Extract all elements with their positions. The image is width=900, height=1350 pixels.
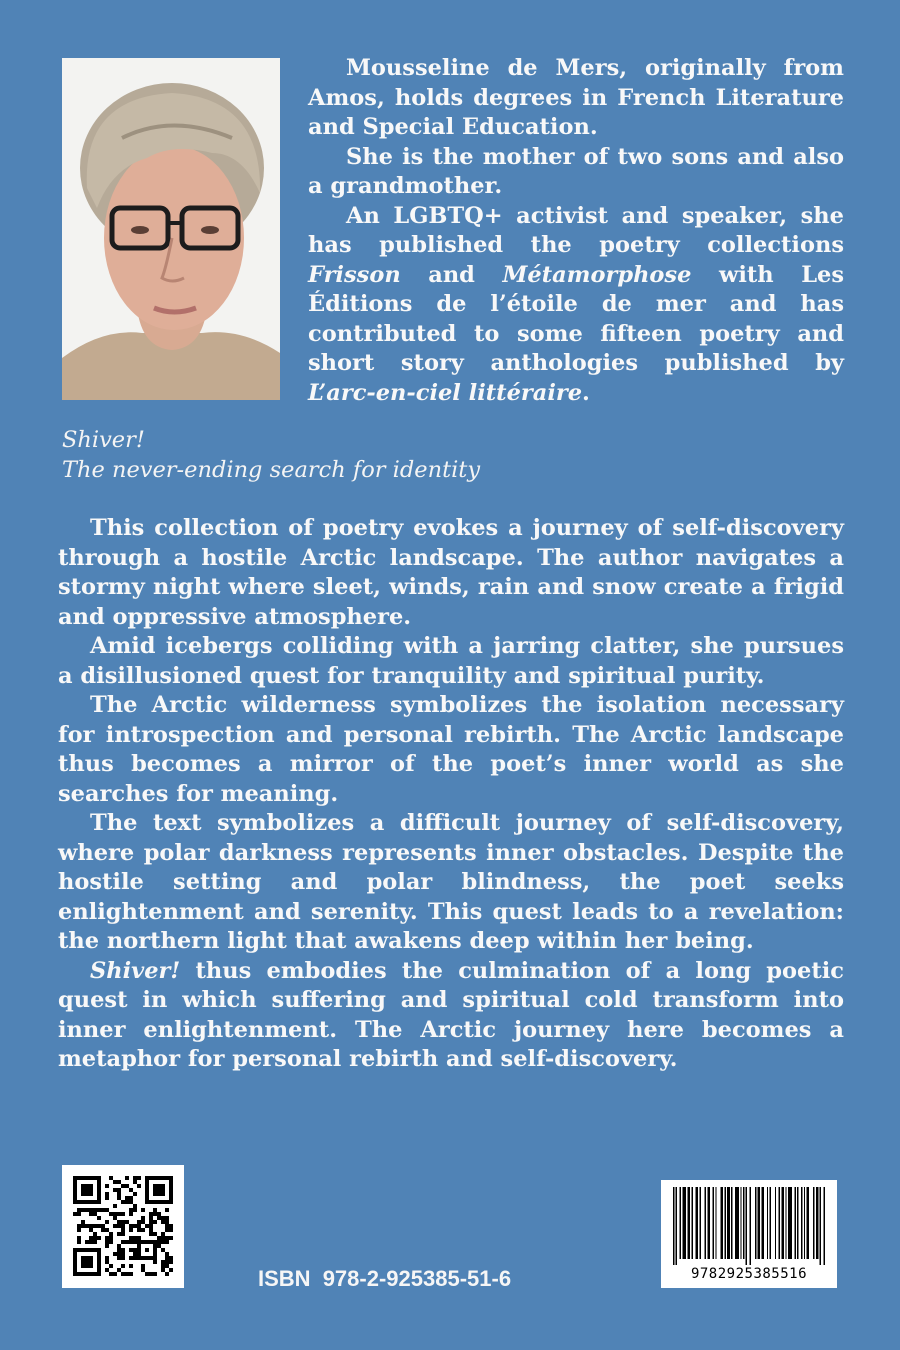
qr-code-icon: [73, 1176, 173, 1276]
book-title: Shiver!: [62, 427, 145, 453]
description-paragraph-1: This collection of poetry evokes a journey of self-discovery through a hostile Arctic landscape. The author navigates a stormy night where sleet, winds, rain and snow create a frigid and oppressive atmosphere.: [58, 515, 844, 630]
barcode-icon: [673, 1187, 825, 1265]
publisher-name: L’arc-en-ciel littéraire: [308, 379, 583, 406]
bio-text: with Les Éditions de l’étoile de mer and has contributed to some fifteen poetry and short story anthologies published by: [308, 261, 844, 376]
book-description: [58, 514, 844, 1075]
bio-paragraph-3: [308, 202, 844, 409]
book-title-inline: Shiver!: [90, 957, 181, 984]
description-paragraph-2: Amid icebergs colliding with a jarring clatter, she pursues a disillusioned quest for tranquility and spiritual purity.: [58, 633, 844, 689]
bio-text: .: [582, 379, 590, 406]
qr-code: [62, 1165, 184, 1288]
author-portrait-icon: [62, 58, 280, 400]
author-bio: [308, 54, 844, 408]
description-paragraph-3: The Arctic wilderness symbolizes the isolation necessary for introspection and personal rebirth. The Arctic landscape thus becomes a mirror of the poet’s inner world as she searches for meaning.: [58, 692, 844, 807]
bio-text: An LGBTQ+ activist and speaker, she has published the poetry collections: [308, 202, 844, 258]
isbn-barcode: [661, 1180, 837, 1288]
book-title-frisson: Frisson: [308, 261, 401, 288]
isbn-line: [258, 1266, 511, 1292]
isbn-label: ISBN: [258, 1266, 311, 1291]
isbn-number: 978-2-925385-51-6: [322, 1266, 512, 1291]
description-paragraph-5: [58, 957, 844, 1075]
description-text: thus embodies the culmination of a long poetic quest in which suffering and spiritual cold transform into inner enlightenment. The Arctic journey here becomes a metaphor for personal rebirth and self-discovery.: [58, 957, 844, 1072]
bio-paragraph-2: She is the mother of two sons and also a grandmother.: [308, 143, 844, 199]
book-subtitle: The never-ending search for identity: [62, 457, 481, 483]
barcode-digits: 9782925385516: [690, 1266, 808, 1282]
bio-text: and: [400, 261, 503, 288]
book-title-metamorphose: Métamorphose: [502, 261, 692, 288]
bio-paragraph-1: Mousseline de Mers, originally from Amos, holds degrees in French Literature and Special Education.: [308, 55, 844, 140]
author-photo: [62, 58, 280, 400]
description-paragraph-4: The text symbolizes a difficult journey of self-discovery, where polar darkness represents inner obstacles. Despite the hostile setting and polar blindness, the poet seeks enlightenment and serenity. This quest leads to a revelation: the northern light that awakens deep within her being.: [58, 810, 844, 954]
book-tagline: [62, 425, 480, 485]
